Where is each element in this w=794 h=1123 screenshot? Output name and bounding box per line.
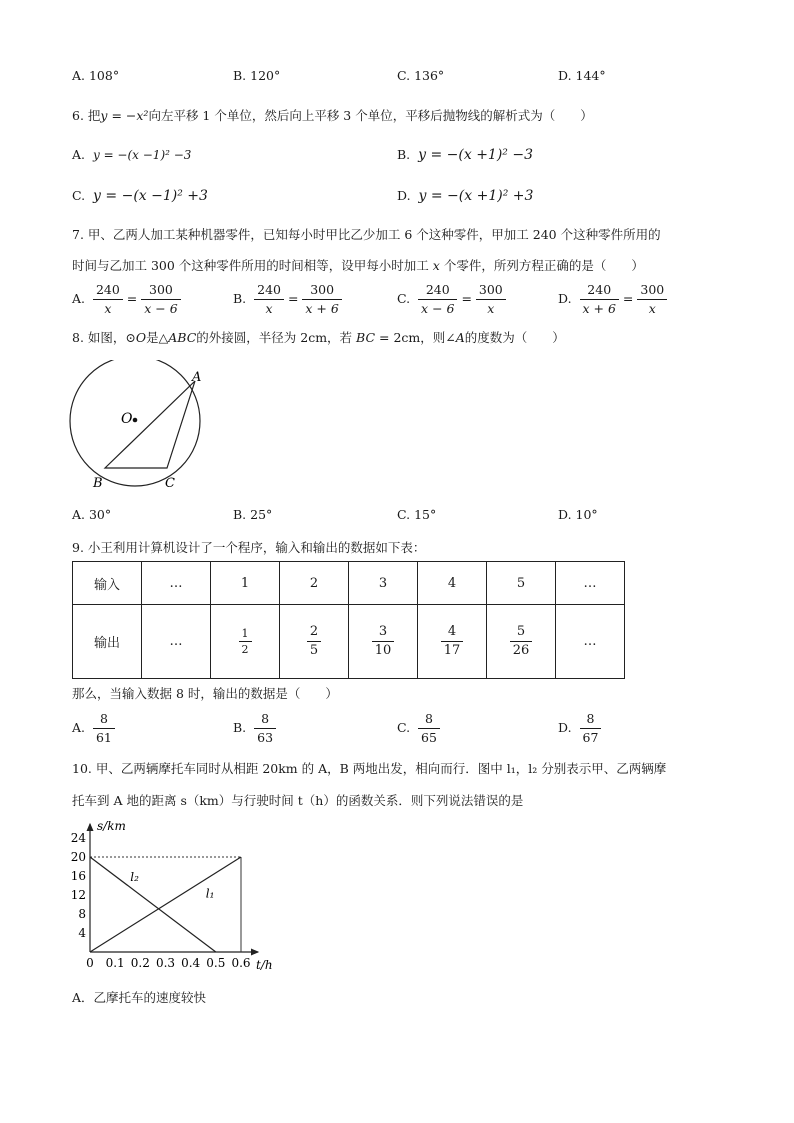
q6-option-c [72, 188, 208, 204]
triangle-abc [105, 381, 195, 468]
q5-option-d: D. 144° [558, 68, 606, 83]
q10-option-a: A．乙摩托车的速度较快 [72, 990, 207, 1005]
denominator: 17 [443, 643, 461, 658]
label-a: A [192, 370, 202, 385]
q6-c-expression: y = −(x −1)² +3 [93, 188, 208, 204]
numerator: 240 [580, 281, 619, 300]
x-tick-label: 0 [86, 956, 94, 970]
q8-angle-a: A [455, 330, 465, 345]
q5-option-a: A. 108° [72, 68, 120, 83]
output-cell [211, 605, 280, 679]
q7-option-b: B. $\frac{240}{x}$ = $\frac{300}{x + 6}$ [233, 281, 342, 318]
fraction [418, 710, 440, 747]
fraction [637, 281, 667, 318]
fraction [372, 623, 395, 660]
distance-time-chart [60, 812, 290, 982]
q7-b-label: B. [233, 291, 247, 306]
q5-option-c: C. 136° [397, 68, 445, 83]
input-cell: 4 [418, 562, 487, 605]
denominator: 67 [582, 730, 599, 745]
fraction [93, 281, 123, 318]
q8-option-c: C. 15° [397, 507, 437, 522]
denominator: x + 6 [305, 301, 339, 316]
x-tick-label: 0.1 [105, 956, 125, 970]
q7-line2a: 时间与乙加工 300 个这种零件所用的时间相等，设甲每小时加工 [72, 258, 429, 273]
fraction [476, 281, 506, 318]
y-tick-label: 4 [78, 926, 86, 940]
numerator: 240 [93, 281, 123, 300]
denominator: x [648, 301, 656, 316]
numerator: 300 [141, 281, 180, 300]
y-tick-label: 24 [70, 831, 86, 845]
denominator: x − 6 [144, 301, 178, 316]
x-tick-label: 0.6 [231, 956, 251, 970]
q6-text: 向左平移 1 个单位，然后向上平移 3 个单位，平移后抛物线的解析式为（ ） [148, 108, 593, 123]
numerator: 1 [239, 626, 252, 642]
denominator: 65 [421, 730, 437, 745]
circumcircle [70, 360, 200, 486]
fraction [580, 710, 602, 747]
x-axis-label: t/h [256, 958, 273, 972]
q8-option-b: B. 25° [233, 507, 273, 522]
fraction [418, 281, 457, 318]
fraction [239, 626, 252, 657]
numerator: 4 [441, 623, 464, 642]
fraction [254, 710, 276, 747]
output-cell: … [556, 605, 625, 679]
denominator: 2 [241, 643, 249, 656]
q8-triangle: ABC [168, 330, 197, 345]
fraction [307, 623, 321, 660]
label-c: C [165, 476, 175, 491]
label-b: B [93, 476, 103, 491]
q9-a-label: A. [72, 720, 86, 735]
q6-option-b [397, 147, 533, 163]
numerator: 5 [510, 623, 533, 642]
fraction [141, 281, 180, 318]
x-tick-label: 0.5 [206, 956, 226, 970]
q7-option-c: C. $\frac{240}{x - 6}$ = $\frac{300}{x}$ [397, 281, 506, 318]
x-tick-label: 0.4 [181, 956, 201, 970]
denominator: 10 [374, 643, 392, 658]
io-table [72, 561, 625, 679]
q8-text-5: 的度数为（ ） [464, 330, 565, 345]
input-cell: 3 [349, 562, 418, 605]
denominator: x [487, 301, 495, 316]
denominator: x + 6 [582, 301, 616, 316]
denominator: 63 [257, 730, 274, 745]
denominator: x [265, 301, 273, 316]
x-tick-label: 0.3 [155, 956, 176, 970]
q9-d-label: D. [558, 720, 572, 735]
q6-a-label: A. [72, 147, 86, 162]
q9-option-a [72, 710, 115, 747]
q8-text-4: = 2cm，则∠ [379, 330, 456, 345]
q8-circle-o: O [135, 330, 147, 345]
q8-text-2: 是△ [146, 330, 169, 345]
q5-option-b: B. 120° [233, 68, 281, 83]
q7-variable: x [432, 258, 440, 273]
q6-option-d [397, 188, 533, 204]
label-o: O [121, 411, 133, 427]
output-cell: … [142, 605, 211, 679]
circle-figure [64, 360, 214, 495]
fraction [580, 281, 619, 318]
q9-b-label: B. [233, 720, 247, 735]
fraction [93, 710, 115, 747]
numerator: 2 [307, 623, 321, 642]
q9-option-d [558, 710, 601, 747]
input-cell: 2 [280, 562, 349, 605]
numerator: 3 [372, 623, 395, 642]
q6-prefix: 6. 把 [72, 108, 101, 123]
output-cell [349, 605, 418, 679]
numerator: 240 [254, 281, 284, 300]
input-cell: 5 [487, 562, 556, 605]
q8-text-3: 的外接圆，半径为 2cm，若 [196, 330, 353, 345]
output-cell [418, 605, 487, 679]
table-row-output [73, 605, 625, 679]
output-cell [487, 605, 556, 679]
q9-question: 那么，当输入数据 8 时，输出的数据是（ ） [72, 686, 338, 701]
numerator: 300 [302, 281, 341, 300]
y-axis-label: s/km [97, 819, 126, 833]
q7-stem-line1: 7. 甲、乙两人加工某种机器零件，已知每小时甲比乙少加工 6 个这种零件，甲加工 240 个这种零件所用的 [72, 227, 661, 242]
y-tick-label: 12 [70, 888, 86, 902]
numerator: 240 [418, 281, 457, 300]
q9-c-label: C. [397, 720, 411, 735]
q7-stem-line2 [72, 256, 644, 274]
q6-expression: y = −x² [100, 108, 149, 123]
series-line-2 [90, 857, 216, 952]
q8-option-d: D. 10° [558, 507, 598, 522]
numerator: 8 [580, 710, 602, 729]
input-label: 输入 [73, 562, 142, 605]
fraction [254, 281, 284, 318]
q7-option-d: D. $\frac{240}{x + 6}$ = $\frac{300}{x}$ [558, 281, 667, 318]
q7-c-label: C. [397, 291, 411, 306]
q6-b-label: B. [397, 147, 411, 162]
q6-option-a [72, 147, 191, 162]
series-line-1 [90, 857, 241, 952]
denominator: x [104, 301, 112, 316]
q8-segment-bc: BC [356, 330, 376, 345]
q9-stem: 9. 小王利用计算机设计了一个程序，输入和输出的数据如下表： [72, 540, 426, 555]
input-cell: … [142, 562, 211, 605]
y-tick-label: 16 [70, 869, 86, 883]
numerator: 8 [93, 710, 115, 729]
denominator: 26 [512, 643, 530, 658]
q6-c-label: C. [72, 188, 86, 203]
output-cell [280, 605, 349, 679]
q6-a-expression: y = −(x −1)² −3 [92, 148, 192, 162]
numerator: 8 [418, 710, 440, 729]
q8-text-1: 8. 如图，⊙ [72, 330, 136, 345]
denominator: 61 [95, 730, 112, 745]
q8-stem [72, 328, 565, 346]
q7-a-label: A. [72, 291, 86, 306]
q7-d-label: D. [558, 291, 572, 306]
q7-option-a: A. $\frac{240}{x}$ = $\frac{300}{x - 6}$ [72, 281, 181, 318]
q6-d-label: D. [397, 188, 411, 203]
q6-d-expression: y = −(x +1)² +3 [418, 188, 534, 204]
q8-option-a: A. 30° [72, 507, 112, 522]
input-cell: 1 [211, 562, 280, 605]
q10-stem-line2: 托车到 A 地的距离 s（km）与行驶时间 t（h）的函数关系．则下列说法错误的是 [72, 793, 524, 808]
y-tick-label: 8 [78, 907, 86, 921]
q6-b-expression: y = −(x +1)² −3 [418, 147, 534, 163]
q9-option-c [397, 710, 440, 747]
table-row-input [73, 562, 625, 605]
denominator: 5 [309, 643, 319, 658]
y-tick-label: 20 [70, 850, 86, 864]
q9-option-b [233, 710, 276, 747]
output-label: 输出 [73, 605, 142, 679]
series-label-l2: l₂ [130, 869, 139, 884]
x-tick-label: 0.2 [130, 956, 150, 970]
q7-line2b: 个零件，所列方程正确的是（ ） [443, 258, 644, 273]
fraction [441, 623, 464, 660]
fraction [302, 281, 341, 318]
input-cell: … [556, 562, 625, 605]
q6-stem [72, 106, 593, 124]
series-label-l1: l₁ [205, 886, 215, 901]
numerator: 300 [637, 281, 667, 300]
fraction [510, 623, 533, 660]
denominator: x − 6 [421, 301, 455, 316]
center-point [133, 418, 138, 423]
q10-stem-line1: 10. 甲、乙两辆摩托车同时从相距 20km 的 A，B 两地出发，相向而行．图中 l₁，l₂ 分别表示甲、乙两辆摩 [72, 761, 667, 776]
numerator: 8 [254, 710, 276, 729]
numerator: 300 [476, 281, 506, 300]
